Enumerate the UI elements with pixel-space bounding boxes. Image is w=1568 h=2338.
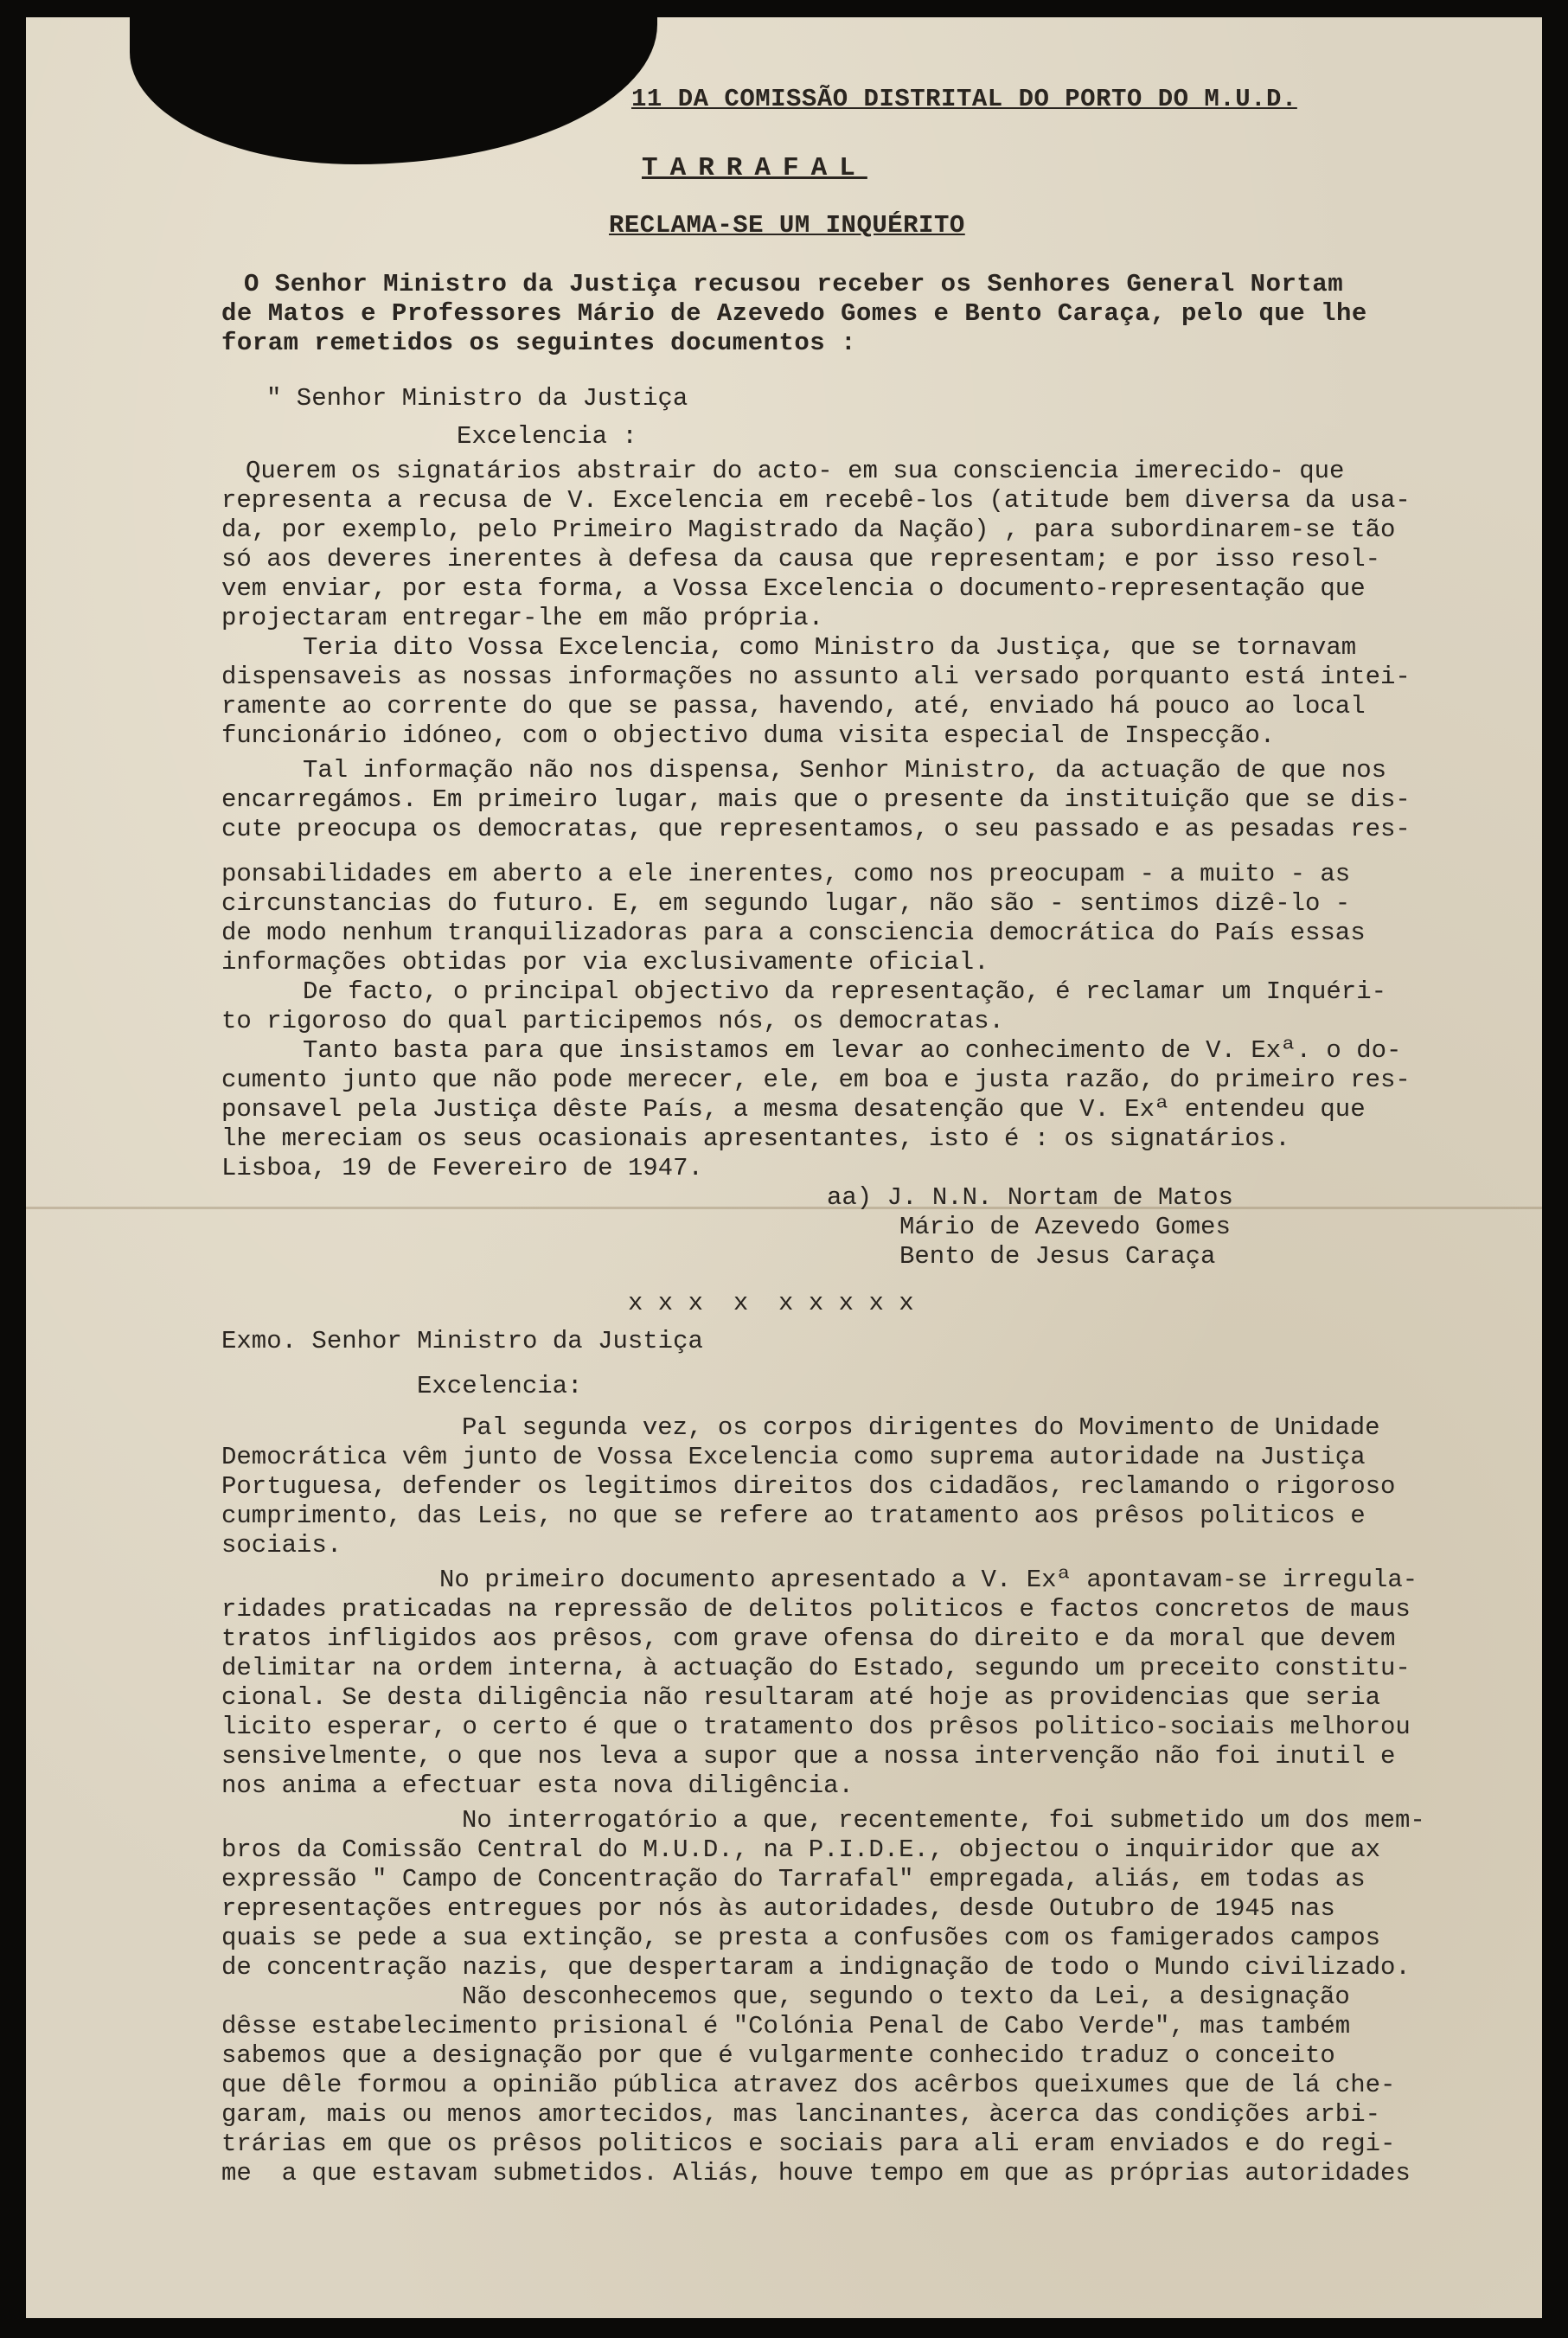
letter1-line: ramente ao corrente do que se passa, havendo, até, enviado há pouco ao local (221, 692, 1366, 721)
letter2-line: expressão " Campo de Concentração do Tarrafal" empregada, aliás, em todas as (221, 1865, 1366, 1893)
letter2-line: que dêle formou a opinião pública atravez dos acêrbos queixumes que de lá che- (221, 2071, 1396, 2099)
letter2-line: garam, mais ou menos amortecidos, mas lancinantes, àcerca das condições arbi- (221, 2100, 1381, 2129)
letter1-line: lhe mereciam os seus ocasionais apresentantes, isto é : os signatários. (221, 1124, 1290, 1153)
letter2-address: Exmo. Senhor Ministro da Justiça (221, 1327, 703, 1355)
letter1-line: só aos deveres inerentes à defesa da causa que representam; e por isso resol- (221, 545, 1381, 573)
separator: x x x x x x x x x (628, 1289, 914, 1317)
letter2-line: trárias em que os prêsos politicos e sociais para ali eram enviados e do regi- (221, 2130, 1396, 2158)
letter2-line: representações entregues por nós às autoridades, desde Outubro de 1945 nas (221, 1894, 1335, 1923)
letter2-salutation: Excelencia: (417, 1372, 583, 1400)
letter2-line: cional. Se desta diligência não resultaram até hoje as providencias que seria (221, 1683, 1381, 1712)
letter2-line: sabemos que a designação por que é vulgarmente conhecido traduz o conceito (221, 2041, 1335, 2070)
letter2-line: me a que estavam submetidos. Aliás, houve tempo em que as próprias autoridades (221, 2159, 1411, 2187)
letter1-line: funcionário idóneo, com o objectivo duma visita especial de Inspecção. (221, 721, 1276, 750)
letter1-line: representa a recusa de V. Excelencia em recebê-los (atitude bem diversa da usa- (221, 486, 1411, 515)
letter1-line: de modo nenhum tranquilizadoras para a consciencia democrática do País essas (221, 919, 1366, 947)
letter2-line: dêsse estabelecimento prisional é "Colónia Penal de Cabo Verde", mas também (221, 2012, 1351, 2040)
document-text (26, 17, 1542, 2318)
letter1-line: cumento junto que não pode merecer, ele, em boa e justa razão, do primeiro res- (221, 1066, 1411, 1094)
letter1-line: Querem os signatários abstrair do acto- em sua consciencia imerecido- que (246, 457, 1345, 485)
letter2-line: ridades praticadas na repressão de delitos politicos e factos concretos de maus (221, 1595, 1411, 1624)
document-subtitle: RECLAMA-SE UM INQUÉRITO (609, 211, 965, 240)
letter2-line: No primeiro documento apresentado a V. Exª apontavam-se irregula- (439, 1566, 1418, 1594)
letter1-line: Teria dito Vossa Excelencia, como Ministro da Justiça, que se tornavam (303, 633, 1357, 662)
letter1-line: circunstancias do futuro. E, em segundo lugar, não são - sentimos dizê-lo - (221, 889, 1351, 918)
document-page (26, 17, 1542, 2318)
letter2-line: quais se pede a sua extinção, se presta a confusões com os famigerados campos (221, 1924, 1381, 1952)
header-line: 11 DA COMISSÃO DISTRITAL DO PORTO DO M.U.D. (631, 85, 1297, 113)
letter2-line: tratos infligidos aos prêsos, com grave ofensa do direito e da moral que devem (221, 1624, 1396, 1653)
intro-line: foram remetidos os seguintes documentos : (221, 329, 857, 357)
letter1-line: ponsavel pela Justiça dêste País, a mesma desatenção que V. Exª entendeu que (221, 1095, 1366, 1124)
letter1-line: encarregámos. Em primeiro lugar, mais que o presente da instituição que se dis- (221, 785, 1411, 814)
letter2-line: sensivelmente, o que nos leva a supor que a nossa intervenção não foi inutil e (221, 1742, 1396, 1771)
letter1-line: da, por exemplo, pelo Primeiro Magistrado da Nação) , para subordinarem-se tão (221, 516, 1396, 544)
letter1-line: cute preocupa os democratas, que representamos, o seu passado e as pesadas res- (221, 815, 1411, 843)
letter2-line: Democrática vêm junto de Vossa Excelencia como suprema autoridade na Justiça (221, 1443, 1366, 1471)
signature-line: aa) J. N.N. Nortam de Matos (827, 1183, 1233, 1212)
intro-line: O Senhor Ministro da Justiça recusou receber os Senhores General Nortam (244, 270, 1344, 298)
letter1-line: Tal informação não nos dispensa, Senhor Ministro, da actuação de que nos (303, 756, 1387, 785)
letter2-line: nos anima a efectuar esta nova diligência. (221, 1771, 854, 1800)
letter2-line: licito esperar, o certo é que o tratamento dos prêsos politico-sociais melhorou (221, 1713, 1411, 1741)
intro-line: de Matos e Professores Mário de Azevedo Gomes e Bento Caraça, pelo que lhe (221, 299, 1367, 328)
letter2-line: sociais. (221, 1531, 342, 1560)
letter2-line: bros da Comissão Central do M.U.D., na P.I.D.E., objectou o inquiridor que ax (221, 1835, 1381, 1864)
letter1-line: ponsabilidades em aberto a ele inerentes, como nos preocupam - a muito - as (221, 860, 1351, 888)
letter1-line: to rigoroso do qual participemos nós, os democratas. (221, 1007, 1004, 1035)
letter1-date: Lisboa, 19 de Fevereiro de 1947. (221, 1154, 703, 1182)
letter2-line: de concentração nazis, que despertaram a indignação de todo o Mundo civilizado. (221, 1953, 1411, 1982)
letter1-address: " Senhor Ministro da Justiça (266, 384, 688, 413)
letter2-line: No interrogatório a que, recentemente, foi submetido um dos mem- (462, 1806, 1425, 1835)
document-title: TARRAFAL (642, 153, 867, 183)
letter2-line: Portuguesa, defender os legitimos direitos dos cidadãos, reclamando o rigoroso (221, 1472, 1396, 1501)
letter2-line: Não desconhecemos que, segundo o texto da Lei, a designação (462, 1982, 1350, 2011)
letter1-line: projectaram entregar-lhe em mão própria. (221, 604, 824, 632)
letter1-line: Tanto basta para que insistamos em levar ao conhecimento de V. Exª. o do- (303, 1036, 1402, 1065)
letter1-line: dispensaveis as nossas informações no assunto ali versado porquanto está intei- (221, 663, 1411, 691)
letter2-line: Pal segunda vez, os corpos dirigentes do Movimento de Unidade (462, 1413, 1380, 1442)
letter1-line: informações obtidas por via exclusivamente oficial. (221, 948, 989, 977)
letter2-line: delimitar na ordem interna, à actuação do Estado, segundo um preceito constitu- (221, 1654, 1411, 1682)
signature-line: Mário de Azevedo Gomes (899, 1213, 1231, 1241)
letter1-salutation: Excelencia : (457, 422, 637, 451)
letter1-line: vem enviar, por esta forma, a Vossa Excelencia o documento-representação que (221, 574, 1366, 603)
letter2-line: cumprimento, das Leis, no que se refere ao tratamento aos prêsos politicos e (221, 1502, 1366, 1530)
signature-line: Bento de Jesus Caraça (899, 1242, 1216, 1271)
letter1-line: De facto, o principal objectivo da representação, é reclamar um Inquéri- (303, 977, 1387, 1006)
